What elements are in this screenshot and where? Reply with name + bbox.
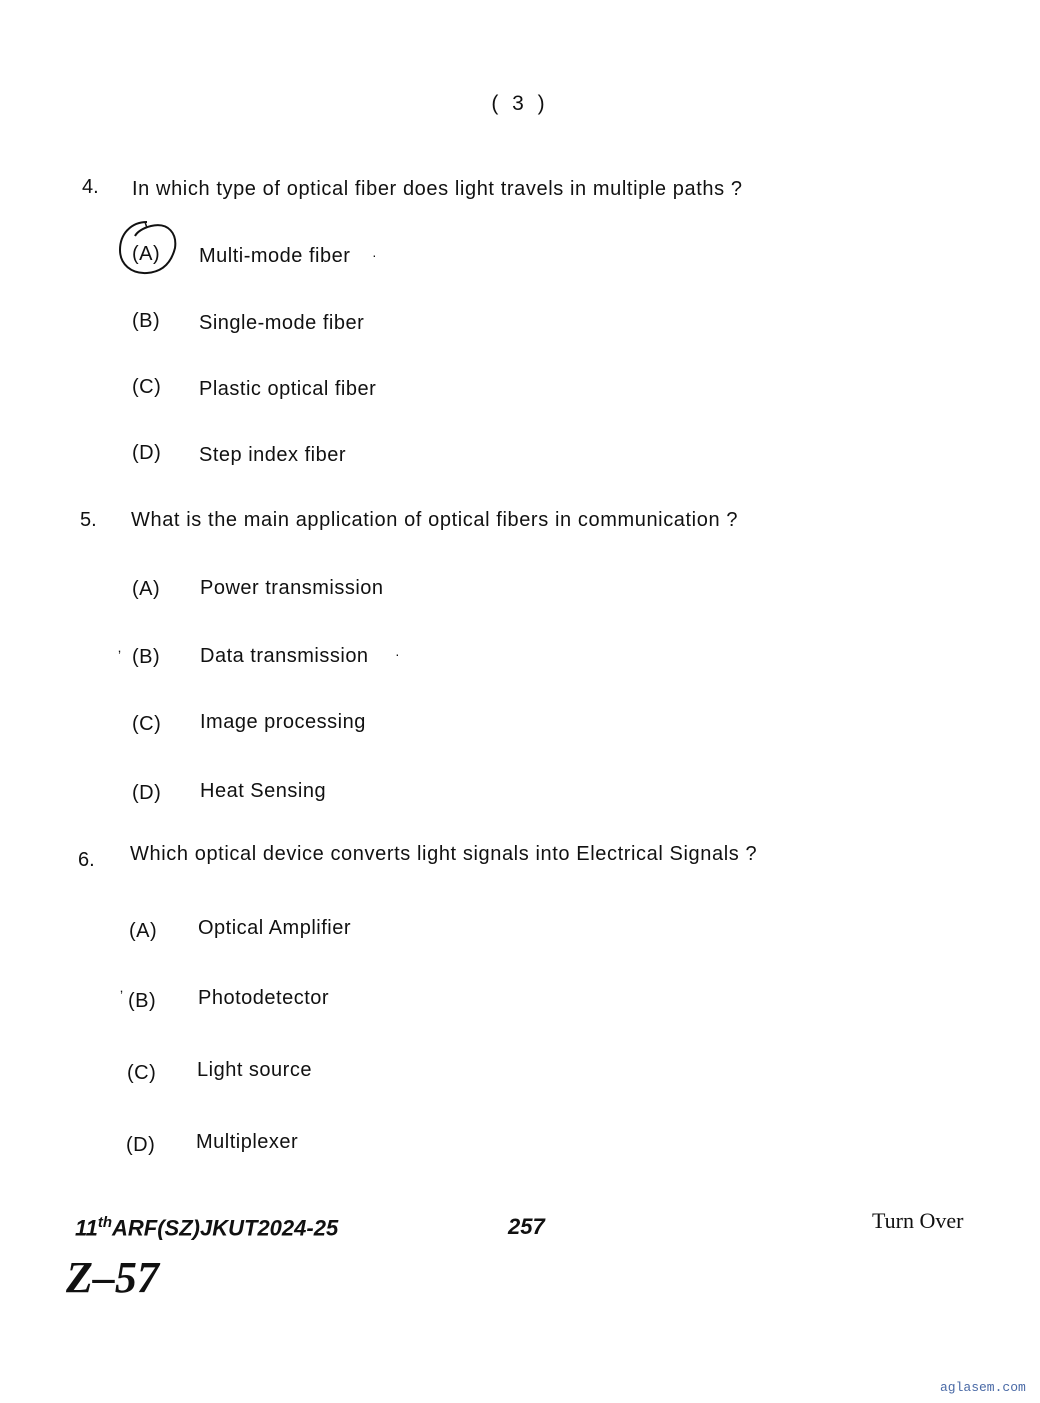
option-label: (D) [132,442,162,464]
watermark: aglasem.com [940,1380,1026,1395]
paper-number: 257 [508,1214,545,1239]
option-label: (C) [132,376,162,398]
option-text: Plastic optical fiber [199,378,377,400]
option-text: Data transmission [200,645,369,667]
option-label: (B) [132,310,161,332]
option-text: Multi-mode fiber [199,245,351,267]
option-text: Single-mode fiber [199,312,365,334]
option-label: (B) [132,646,161,668]
tick-dot-mark: · [372,247,377,263]
question-text: What is the main application of optical fibers in communication ? [131,509,739,531]
option-label: (A) [132,243,161,265]
question-number: 6. [78,849,95,871]
set-code: Z–57 [66,1253,159,1302]
option-text: Light source [197,1059,312,1081]
option-label: (D) [132,782,162,804]
option-text: Photodetector [198,987,330,1009]
option-text: Image processing [200,711,366,733]
option-label: (C) [127,1062,157,1084]
question-text: Which optical device converts light signals into Electrical Signals ? [130,843,758,865]
option-label: (B) [128,990,157,1012]
paper-code-superscript: th [97,1214,113,1231]
option-text: Optical Amplifier [198,917,351,939]
page-number: ( 3 ) [491,92,549,115]
option-label: (A) [132,578,161,600]
option-label: (A) [129,920,158,942]
paper-code [75,1214,338,1241]
option-label: (C) [132,713,162,735]
paper-code-prefix: 11 [75,1215,98,1241]
tick-mark: ʼ [120,988,124,1004]
tick-dot-mark: · [395,646,400,662]
question-number: 4. [82,176,99,198]
option-text: Step index fiber [199,444,346,466]
paper-code-suffix: ARF(SZ)JKUT2024-25 [112,1215,339,1241]
option-label: (D) [126,1134,156,1156]
tick-mark: ʼ [118,648,122,664]
option-text: Power transmission [200,577,384,599]
option-text: Heat Sensing [200,780,327,802]
question-number: 5. [80,509,97,531]
question-text: In which type of optical fiber does light travels in multiple paths ? [132,178,743,200]
turn-over-note: Turn Over [872,1208,964,1233]
option-text: Multiplexer [196,1131,299,1153]
